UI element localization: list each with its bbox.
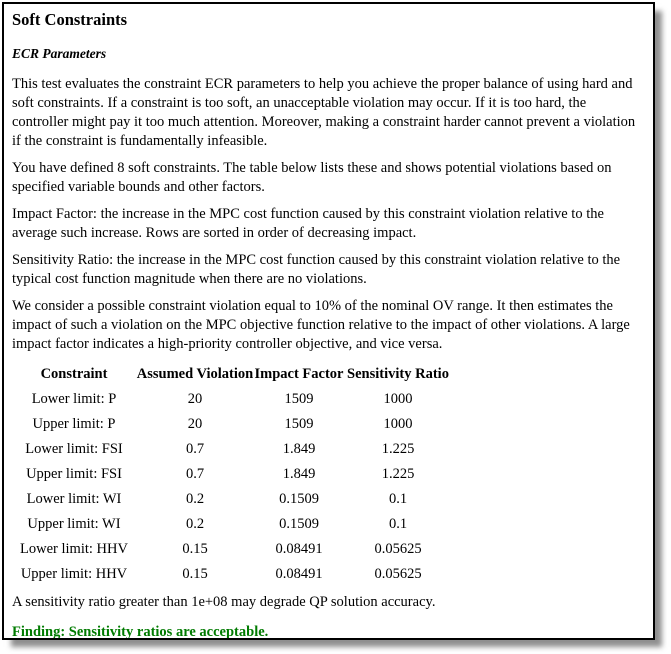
table-header-cell: Constraint xyxy=(40,366,108,382)
table-cell-sensitivity-ratio: 0.1 xyxy=(388,491,408,507)
table-row xyxy=(12,512,643,537)
table-cell-sensitivity-ratio: 1000 xyxy=(383,391,413,407)
table-row xyxy=(12,387,643,412)
table-header-cell: Assumed Violation xyxy=(136,366,254,382)
table-cell-assumed-violation: 0.7 xyxy=(185,466,205,482)
table-header-cell: Impact Factor xyxy=(254,366,344,382)
finding-statement: Finding: Sensitivity ratios are acceptable. xyxy=(12,624,269,640)
table-cell-sensitivity-ratio: 0.05625 xyxy=(374,541,422,557)
accuracy-note: A sensitivity ratio greater than 1e+08 may degrade QP solution accuracy. xyxy=(12,594,436,610)
body-paragraph: We consider a possible constraint violation equal to 10% of the nominal OV range. It then estimates the impact of such a violation on the MPC objective function relative to the impact of other violations. A large impact factor indicates a high-priority controller objective, and vice versa. xyxy=(12,298,630,352)
ecr-parameters-table xyxy=(12,362,643,587)
table-cell-constraint: Lower limit: P xyxy=(31,391,117,407)
table-cell-sensitivity-ratio: 1000 xyxy=(383,416,413,432)
body-paragraph: Impact Factor: the increase in the MPC cost function caused by this constraint violation relative to the average such increase. Rows are sorted in order of decreasing impact. xyxy=(12,206,604,241)
table-cell-constraint: Upper limit: FSI xyxy=(26,466,122,482)
table-cell-impact-factor: 1.849 xyxy=(282,441,316,457)
table-cell-impact-factor: 0.08491 xyxy=(275,541,323,557)
table-cell-assumed-violation: 0.15 xyxy=(182,541,208,557)
table-row xyxy=(12,487,643,512)
table-cell-constraint: Upper limit: HHV xyxy=(20,566,128,582)
body-paragraph: You have defined 8 soft constraints. The table below lists these and shows potential violations based on specified variable bounds and other factors. xyxy=(12,160,612,195)
table-cell-assumed-violation: 20 xyxy=(187,416,203,432)
table-row xyxy=(12,462,643,487)
table-header-cell: Sensitivity Ratio xyxy=(347,366,449,382)
table-row xyxy=(12,537,643,562)
table-cell-sensitivity-ratio: 1.225 xyxy=(381,441,415,457)
table-cell-assumed-violation: 0.15 xyxy=(182,566,208,582)
table-cell-assumed-violation: 20 xyxy=(187,391,203,407)
body-paragraph: Sensitivity Ratio: the increase in the MPC cost function caused by this constraint violation relative to the typical cost function magnitude when there are no violations. xyxy=(12,252,621,287)
report-page xyxy=(2,2,655,640)
table-cell-constraint: Upper limit: WI xyxy=(27,516,121,532)
table-cell-impact-factor: 0.08491 xyxy=(275,566,323,582)
table-cell-impact-factor: 0.1509 xyxy=(279,491,319,507)
body-paragraph: This test evaluates the constraint ECR parameters to help you achieve the proper balance of using hard and soft constraints. If a constraint is too soft, an unacceptable violation may occur. If it is too hard, the controller might pay it too much attention. Moreover, making a constraint harder cannot prevent a violation if the constraint is fundamentally infeasible. xyxy=(12,76,636,149)
table-header-row xyxy=(12,362,643,387)
table-cell-constraint: Lower limit: WI xyxy=(26,491,122,507)
table-cell-assumed-violation: 0.7 xyxy=(185,441,205,457)
table-cell-sensitivity-ratio: 0.05625 xyxy=(374,566,422,582)
table-cell-sensitivity-ratio: 0.1 xyxy=(388,516,408,532)
table-cell-constraint: Upper limit: P xyxy=(32,416,116,432)
table-row xyxy=(12,412,643,437)
table-cell-constraint: Lower limit: FSI xyxy=(25,441,123,457)
page-title: Soft Constraints xyxy=(12,10,128,29)
table-cell-impact-factor: 1509 xyxy=(284,391,314,407)
table-row xyxy=(12,562,643,587)
section-heading: ECR Parameters xyxy=(12,46,107,61)
table-cell-sensitivity-ratio: 1.225 xyxy=(381,466,415,482)
table-cell-impact-factor: 0.1509 xyxy=(279,516,319,532)
table-cell-impact-factor: 1509 xyxy=(284,416,314,432)
table-row xyxy=(12,437,643,462)
table-cell-constraint: Lower limit: HHV xyxy=(20,541,128,557)
table-cell-assumed-violation: 0.2 xyxy=(185,516,205,532)
table-cell-impact-factor: 1.849 xyxy=(282,466,316,482)
table-cell-assumed-violation: 0.2 xyxy=(185,491,205,507)
